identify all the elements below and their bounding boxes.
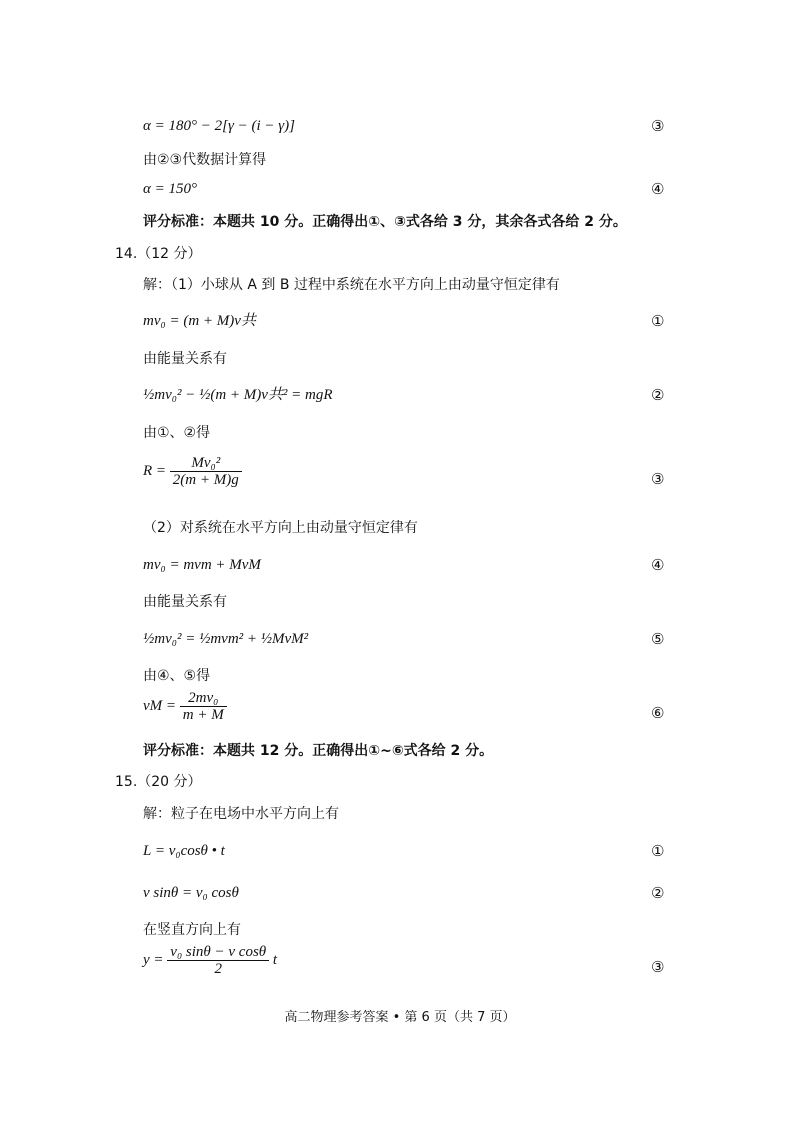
q14-eq1: mv₀ = (m + M)v共 xyxy=(143,313,256,329)
q15-eq1: L = v₀cosθ • t xyxy=(143,843,225,859)
q14-eq4-number: ④ xyxy=(651,556,665,574)
q14-from-4-5: 由④、⑤得 xyxy=(143,668,211,684)
q15-eq3-fraction xyxy=(167,944,269,977)
q14-eq2: ½mv₀² − ½(m + M)v共² = mgR xyxy=(143,387,333,403)
q15-intro: 解：粒子在电场中水平方向上有 xyxy=(143,806,339,822)
q15-eq2-number: ② xyxy=(651,884,665,902)
q13-eq4: α = 150° xyxy=(143,181,197,197)
q14-eq5-number: ⑤ xyxy=(651,630,665,648)
q15-vertical: 在竖直方向上有 xyxy=(143,922,241,938)
q13-eq4-number: ④ xyxy=(651,180,665,198)
page-footer: 高二物理参考答案 • 第 6 页（共 7 页） xyxy=(284,1010,516,1025)
q14-eq6-numerator: 2mv₀ xyxy=(180,690,227,707)
q15-eq2: v sinθ = v₀ cosθ xyxy=(143,885,239,901)
q14-eq3-lhs: R = xyxy=(143,462,167,479)
q15-eq3-time: t xyxy=(272,951,278,968)
q15-eq3-number: ③ xyxy=(651,958,665,976)
q14-eq4: mv₀ = mvm + MvM xyxy=(143,557,261,573)
q15-header: 15.（20 分） xyxy=(115,774,202,790)
q14-eq6-number: ⑥ xyxy=(651,704,665,722)
q14-energy-2: 由能量关系有 xyxy=(143,594,227,610)
q14-part2: （2）对系统在水平方向上由动量守恒定律有 xyxy=(143,520,418,536)
q14-eq6 xyxy=(143,690,227,723)
q13-scoring: 评分标准：本题共 10 分。正确得出①、③式各给 3 分，其余各式各给 2 分。 xyxy=(143,214,627,230)
q14-eq5: ½mv₀² = ½mvm² + ½MvM² xyxy=(143,631,309,647)
q14-from-1-2: 由①、②得 xyxy=(143,425,211,441)
q14-eq3-numerator: Mv₀² xyxy=(170,455,242,472)
q14-eq1-number: ① xyxy=(651,312,665,330)
q14-eq6-denominator: m + M xyxy=(182,707,224,723)
q15-eq3 xyxy=(143,944,277,977)
q14-eq3-number: ③ xyxy=(651,470,665,488)
q13-eq3-number: ③ xyxy=(651,117,665,135)
q14-energy-1: 由能量关系有 xyxy=(143,351,227,367)
q15-eq1-number: ① xyxy=(651,842,665,860)
q14-eq3-fraction xyxy=(170,455,242,488)
q14-eq2-number: ② xyxy=(651,386,665,404)
q14-header: 14.（12 分） xyxy=(115,246,202,262)
q14-eq3-denominator: 2(m + M)g xyxy=(172,472,239,488)
q13-note: 由②③代数据计算得 xyxy=(143,152,267,168)
q14-intro: 解：（1）小球从 A 到 B 过程中系统在水平方向上由动量守恒定律有 xyxy=(143,277,560,293)
q15-eq3-lhs: y = xyxy=(143,951,164,968)
q13-eq3: α = 180° − 2[γ − (i − γ)] xyxy=(143,118,296,134)
q15-eq3-denominator: 2 xyxy=(214,961,222,977)
q14-scoring: 评分标准：本题共 12 分。正确得出①~⑥式各给 2 分。 xyxy=(143,743,494,759)
q14-eq3 xyxy=(143,455,242,488)
q14-eq6-fraction xyxy=(180,690,227,723)
q14-eq6-lhs: vM = xyxy=(143,697,177,714)
q15-eq3-numerator: v₀ sinθ − v cosθ xyxy=(167,944,269,961)
